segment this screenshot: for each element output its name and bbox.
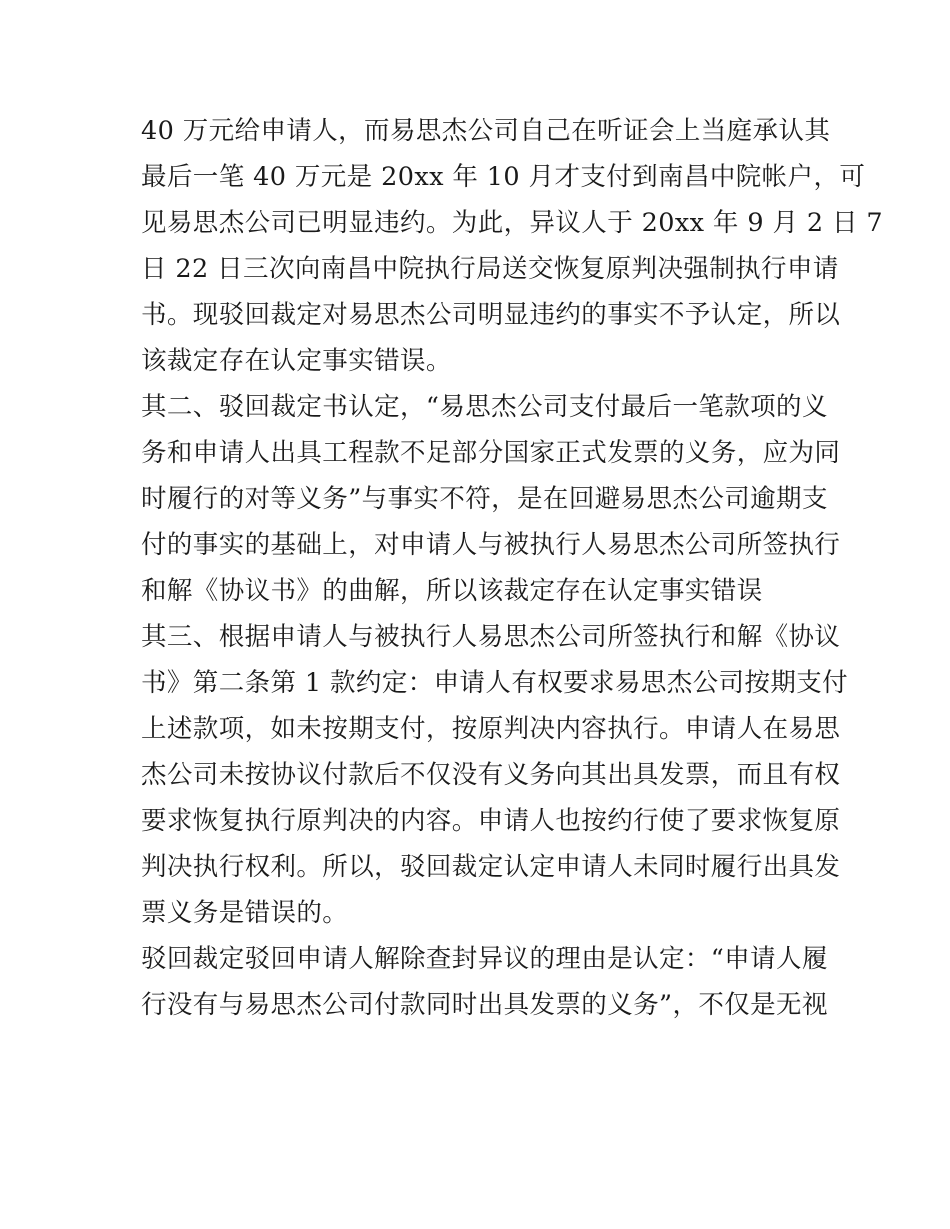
text-line: 书。现驳回裁定对易思杰公司明显违约的事实不予认定，所以 — [141, 300, 841, 330]
text-line: 其三、根据申请人与被执行人易思杰公司所签执行和解《协议 — [141, 622, 841, 652]
text-line: 杰公司未按协议付款后不仅没有义务向其出具发票，而且有权 — [141, 760, 841, 790]
text-line: 要求恢复执行原判决的内容。申请人也按约行使了要求恢复原 — [141, 806, 841, 836]
text-line: 行没有与易思杰公司付款同时出具发票的义务”，不仅是无视 — [141, 990, 828, 1020]
text-line: 40 万元给申请人，而易思杰公司自己在听证会上当庭承认其 — [141, 116, 831, 146]
text-line: 和解《协议书》的曲解，所以该裁定存在认定事实错误 — [141, 576, 763, 606]
text-line: 票义务是错误的。 — [141, 898, 349, 928]
text-line: 判决执行权利。所以，驳回裁定认定申请人未同时履行出具发 — [141, 852, 841, 882]
text-line: 上述款项，如未按期支付，按原判决内容执行。申请人在易思 — [141, 714, 841, 744]
text-line: 最后一笔 40 万元是 20xx 年 10 月才支付到南昌中院帐户，可 — [141, 162, 866, 192]
text-line: 时履行的对等义务”与事实不符，是在回避易思杰公司逾期支 — [141, 484, 828, 514]
text-line: 见易思杰公司已明显违约。为此，异议人于 20xx 年 9 月 2 日 7 — [141, 208, 884, 238]
text-line: 书》第二条第 1 款约定：申请人有权要求易思杰公司按期支付 — [141, 668, 849, 698]
text-line: 该裁定存在认定事实错误。 — [141, 346, 452, 376]
text-line: 日 22 日三次向南昌中院执行局送交恢复原判决强制执行申请 — [141, 254, 839, 284]
document-body — [141, 108, 884, 1028]
text-line: 驳回裁定驳回申请人解除查封异议的理由是认定：“申请人履 — [141, 944, 828, 974]
text-line: 务和申请人出具工程款不足部分国家正式发票的义务，应为同 — [141, 438, 841, 468]
text-line: 付的事实的基础上，对申请人与被执行人易思杰公司所签执行 — [141, 530, 841, 560]
text-line: 其二、驳回裁定书认定，“易思杰公司支付最后一笔款项的义 — [141, 392, 828, 422]
